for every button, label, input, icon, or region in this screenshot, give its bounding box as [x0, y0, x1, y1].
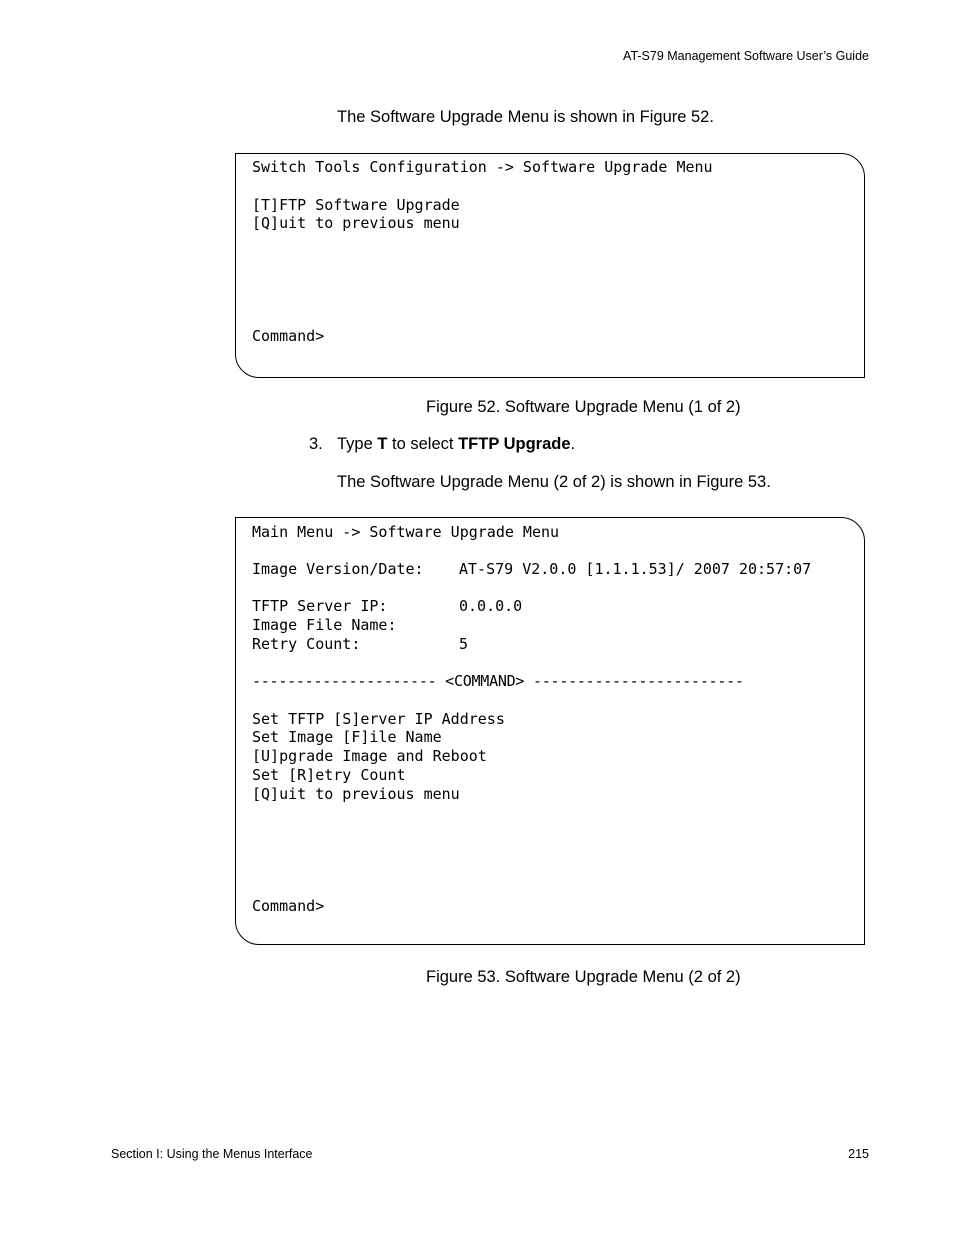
- command-quit: [Q]uit to previous menu: [252, 785, 460, 803]
- figure-52-caption: Figure 52. Software Upgrade Menu (1 of 2): [426, 398, 741, 416]
- command-separator: --------------------- <COMMAND> ------------------------: [252, 672, 744, 690]
- footer-page-number: 215: [848, 1147, 869, 1161]
- field-label-tftp-server: TFTP Server IP:: [252, 597, 388, 615]
- command-set-file-name: Set Image [F]ile Name: [252, 728, 442, 746]
- screen1-menu-item-quit: [Q]uit to previous menu: [252, 214, 460, 232]
- screen1-title: Switch Tools Configuration -> Software Upgrade Menu: [252, 158, 713, 176]
- screen1-command-prompt: Command>: [252, 327, 325, 345]
- footer-section: Section I: Using the Menus Interface: [111, 1147, 313, 1161]
- intro2-paragraph: The Software Upgrade Menu (2 of 2) is shown in Figure 53.: [337, 473, 771, 491]
- field-label-retry-count: Retry Count:: [252, 635, 361, 653]
- field-label-image-version: Image Version/Date:: [252, 560, 424, 578]
- step-key: T: [377, 435, 388, 453]
- field-value-image-version: AT-S79 V2.0.0 [1.1.1.53]/ 2007 20:57:07: [459, 560, 812, 578]
- command-set-retry-count: Set [R]etry Count: [252, 766, 406, 784]
- field-value-tftp-server: 0.0.0.0: [459, 597, 523, 615]
- step-instruction: Type T to select TFTP Upgrade.: [337, 435, 576, 453]
- step-target: TFTP Upgrade: [458, 435, 571, 453]
- step-number: 3.: [309, 435, 323, 453]
- figure-53-caption: Figure 53. Software Upgrade Menu (2 of 2): [426, 968, 741, 986]
- command-upgrade-reboot: [U]pgrade Image and Reboot: [252, 747, 487, 765]
- screen2-title: Main Menu -> Software Upgrade Menu: [252, 523, 560, 541]
- screen1-menu-item-ftp: [T]FTP Software Upgrade: [252, 196, 460, 214]
- screen2-command-prompt: Command>: [252, 897, 325, 915]
- intro-paragraph: The Software Upgrade Menu is shown in Figure 52.: [337, 108, 714, 126]
- terminal-screen-1: [235, 153, 865, 378]
- page-header: AT-S79 Management Software User’s Guide: [623, 49, 869, 63]
- field-value-retry-count: 5: [459, 635, 469, 653]
- command-set-server-ip: Set TFTP [S]erver IP Address: [252, 710, 505, 728]
- field-label-image-file: Image File Name:: [252, 616, 397, 634]
